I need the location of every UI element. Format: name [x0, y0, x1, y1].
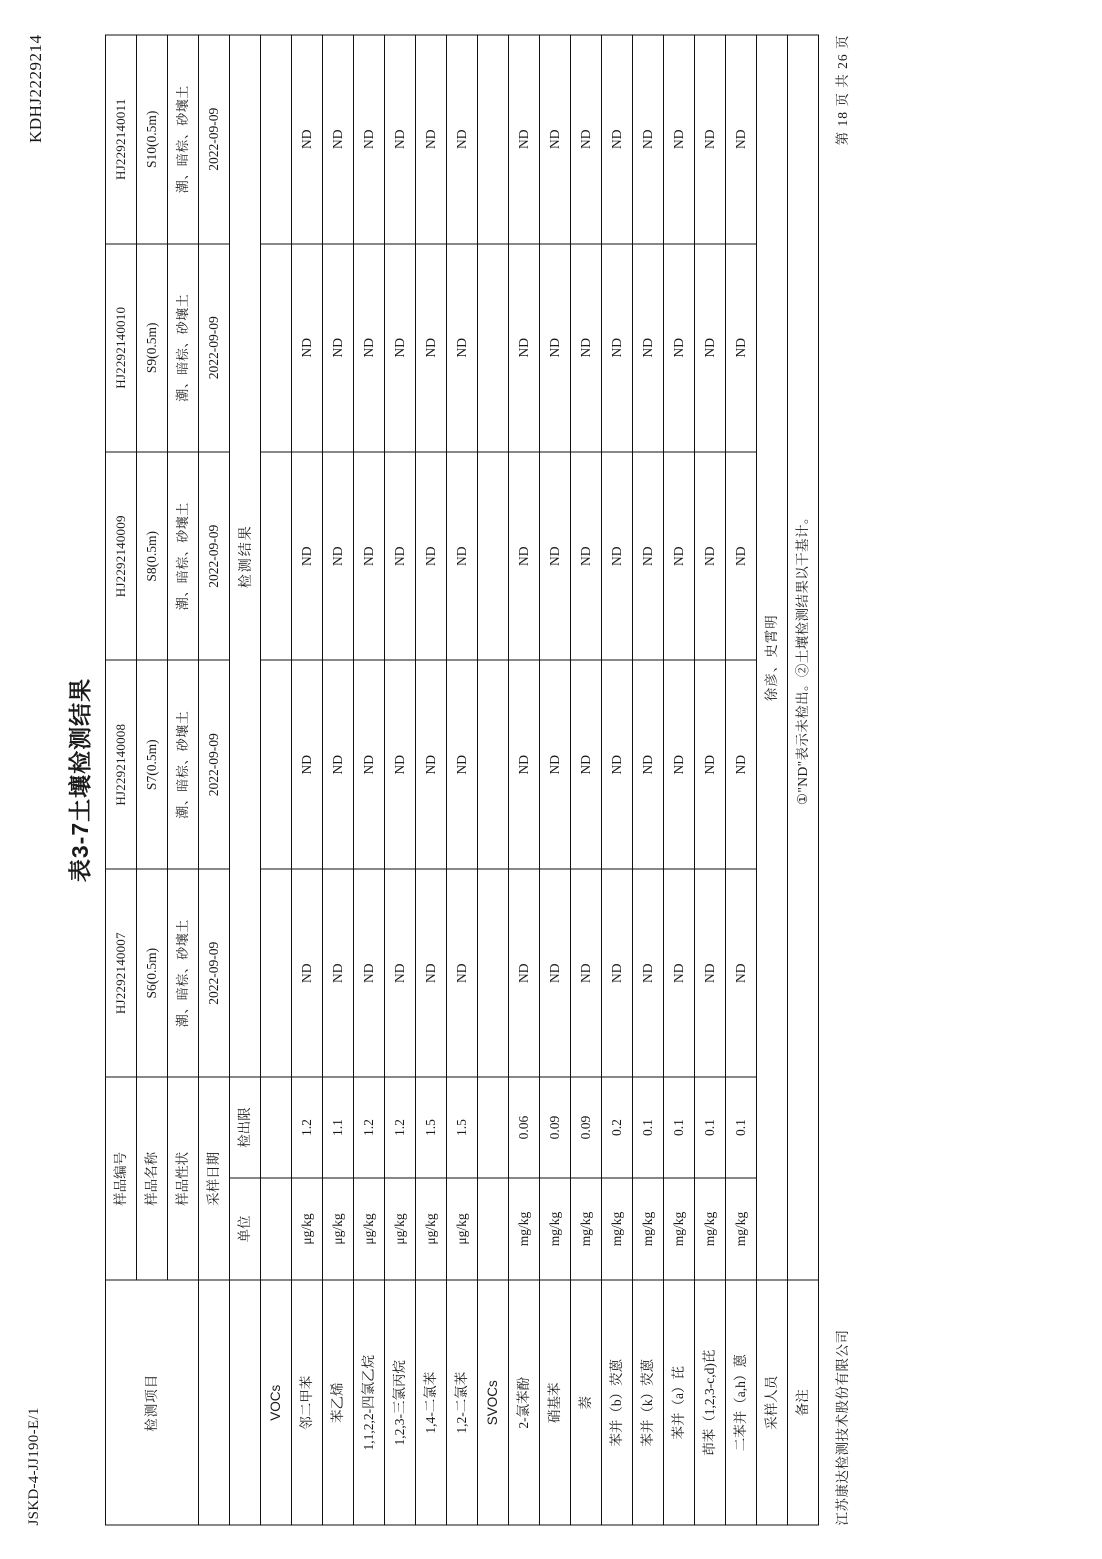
result-value: ND	[292, 35, 323, 244]
remark-label: 备注	[788, 1280, 819, 1525]
result-value: ND	[695, 452, 726, 660]
item-unit: mg/kg	[726, 1177, 757, 1280]
result-value: ND	[323, 868, 354, 1076]
header-sample-no-label: 样品编号	[106, 1077, 137, 1280]
item-name: 2-氯苯酚	[509, 1280, 540, 1525]
item-detection-limit: 0.09	[540, 1077, 571, 1177]
header-result-band: 检测结果	[230, 35, 261, 1077]
result-value: ND	[385, 868, 416, 1076]
footer-pageno: 第 18 页 共 26 页	[835, 34, 850, 145]
result-value: ND	[633, 452, 664, 660]
result-value: ND	[323, 243, 354, 451]
result-value: ND	[509, 452, 540, 660]
item-unit: mg/kg	[602, 1177, 633, 1280]
item-detection-limit: 0.1	[695, 1077, 726, 1177]
result-value: ND	[292, 243, 323, 451]
result-value: ND	[602, 35, 633, 244]
sample-trait: 潮、暗棕、砂壤土	[168, 35, 199, 244]
table-row	[664, 35, 695, 1525]
table-row	[540, 35, 571, 1525]
soil-results-table	[105, 34, 819, 1525]
result-value: ND	[354, 868, 385, 1076]
group-label: SVOCs	[478, 1280, 509, 1525]
item-name: 茚苯（1,2,3-c,d)芘	[695, 1280, 726, 1525]
result-value: ND	[633, 243, 664, 451]
group-row-svocs	[478, 35, 509, 1525]
result-value: ND	[540, 243, 571, 451]
result-value: ND	[385, 660, 416, 868]
group-val-blank	[261, 660, 292, 868]
item-name: 1,2,3-三氯丙烷	[385, 1280, 416, 1525]
result-value: ND	[509, 660, 540, 868]
result-value: ND	[385, 243, 416, 451]
result-value: ND	[447, 452, 478, 660]
item-unit: μg/kg	[447, 1177, 478, 1280]
result-value: ND	[509, 868, 540, 1076]
item-name: 苯并（a）芘	[664, 1280, 695, 1525]
item-unit: mg/kg	[509, 1177, 540, 1280]
result-value: ND	[323, 660, 354, 868]
sample-name: S10(0.5m)	[137, 35, 168, 244]
table-row	[633, 35, 664, 1525]
table-row	[354, 35, 385, 1525]
table-header-sample-date	[199, 35, 230, 1525]
item-name: 二苯并（a,h）蒽	[726, 1280, 757, 1525]
result-value: ND	[416, 243, 447, 451]
item-detection-limit: 1.2	[354, 1077, 385, 1177]
result-value: ND	[571, 243, 602, 451]
result-value: ND	[571, 660, 602, 868]
item-detection-limit: 0.09	[571, 1077, 602, 1177]
group-dl-blank	[478, 1077, 509, 1177]
result-value: ND	[633, 660, 664, 868]
result-value: ND	[416, 452, 447, 660]
item-unit: μg/kg	[323, 1177, 354, 1280]
result-value: ND	[633, 35, 664, 244]
result-value: ND	[447, 868, 478, 1076]
sample-date: 2022-09-09	[199, 868, 230, 1076]
result-value: ND	[354, 35, 385, 244]
sample-id: HJ2292140007	[106, 868, 137, 1076]
result-value: ND	[602, 660, 633, 868]
table-row	[571, 35, 602, 1525]
result-value: ND	[292, 660, 323, 868]
result-value: ND	[354, 452, 385, 660]
result-value: ND	[540, 660, 571, 868]
result-value: ND	[292, 868, 323, 1076]
result-value: ND	[385, 35, 416, 244]
item-unit: μg/kg	[292, 1177, 323, 1280]
header-sample-date-label: 采样日期	[199, 1077, 230, 1280]
table-row	[695, 35, 726, 1525]
group-val-blank	[261, 35, 292, 244]
result-value: ND	[323, 35, 354, 244]
item-detection-limit: 1.5	[447, 1077, 478, 1177]
result-value: ND	[323, 452, 354, 660]
sample-date: 2022-09-09	[199, 660, 230, 868]
table-row	[726, 35, 757, 1525]
header-blank-item	[199, 1280, 230, 1525]
item-unit: mg/kg	[695, 1177, 726, 1280]
result-value: ND	[416, 868, 447, 1076]
group-val-blank	[261, 452, 292, 660]
item-name: 萘	[571, 1280, 602, 1525]
group-val-blank	[478, 868, 509, 1076]
remark-value: ①"ND"表示未检出。②土壤检测结果以干基计。	[788, 35, 819, 1280]
table-row	[416, 35, 447, 1525]
header-item-col: 检测项目	[106, 1280, 199, 1525]
item-name: 1,1,2,2-四氯乙烷	[354, 1280, 385, 1525]
header-sample-name-label: 样品名称	[137, 1077, 168, 1280]
table-row	[447, 35, 478, 1525]
result-value: ND	[726, 452, 757, 660]
result-value: ND	[571, 868, 602, 1076]
sample-name: S7(0.5m)	[137, 660, 168, 868]
sample-trait: 潮、暗棕、砂壤土	[168, 243, 199, 451]
group-unit-blank	[478, 1177, 509, 1280]
result-value: ND	[571, 452, 602, 660]
sample-name: S8(0.5m)	[137, 452, 168, 660]
result-value: ND	[571, 35, 602, 244]
page-footer	[831, 34, 851, 1525]
form-code: JSKD-4-JJ190-E/1	[26, 1406, 42, 1525]
result-value: ND	[447, 660, 478, 868]
sample-trait: 潮、暗棕、砂壤土	[168, 660, 199, 868]
item-unit: mg/kg	[664, 1177, 695, 1280]
page-title: 表3-7土壤检测结果	[67, 677, 93, 882]
sample-trait: 潮、暗棕、砂壤土	[168, 452, 199, 660]
page-top-row	[26, 34, 46, 1525]
table-header-unit-dl	[230, 35, 261, 1525]
group-dl-blank	[261, 1077, 292, 1177]
sample-date: 2022-09-09	[199, 35, 230, 244]
item-name: 苯并（b）荧蒽	[602, 1280, 633, 1525]
sample-id: HJ2292140009	[106, 452, 137, 660]
item-detection-limit: 0.1	[633, 1077, 664, 1177]
sample-id: HJ2292140011	[106, 35, 137, 244]
result-value: ND	[664, 35, 695, 244]
table-row	[323, 35, 354, 1525]
result-value: ND	[385, 452, 416, 660]
item-unit: μg/kg	[416, 1177, 447, 1280]
item-detection-limit: 1.1	[323, 1077, 354, 1177]
group-unit-blank	[261, 1177, 292, 1280]
item-name: 1,4-二氯苯	[416, 1280, 447, 1525]
item-detection-limit: 1.2	[385, 1077, 416, 1177]
result-value: ND	[447, 243, 478, 451]
item-detection-limit: 1.2	[292, 1077, 323, 1177]
result-value: ND	[695, 868, 726, 1076]
header-blank-item-2	[230, 1280, 261, 1525]
result-value: ND	[292, 452, 323, 660]
result-value: ND	[447, 35, 478, 244]
result-value: ND	[540, 452, 571, 660]
item-unit: μg/kg	[385, 1177, 416, 1280]
sample-date: 2022-09-09	[199, 243, 230, 451]
sample-trait: 潮、暗棕、砂壤土	[168, 868, 199, 1076]
result-value: ND	[602, 452, 633, 660]
result-value: ND	[416, 35, 447, 244]
result-value: ND	[633, 868, 664, 1076]
report-number: KDHJ2229214	[26, 34, 45, 143]
item-unit: μg/kg	[354, 1177, 385, 1280]
result-value: ND	[602, 243, 633, 451]
result-value: ND	[726, 35, 757, 244]
item-unit: mg/kg	[571, 1177, 602, 1280]
item-name: 邻二甲苯	[292, 1280, 323, 1525]
group-val-blank	[478, 35, 509, 244]
item-detection-limit: 0.06	[509, 1077, 540, 1177]
table-row	[509, 35, 540, 1525]
result-value: ND	[664, 868, 695, 1076]
sampling-staff-label: 采样人员	[757, 1280, 788, 1525]
group-row-vocs	[261, 35, 292, 1525]
header-unit-label: 单位	[230, 1177, 261, 1280]
item-name: 硝基苯	[540, 1280, 571, 1525]
result-value: ND	[540, 35, 571, 244]
result-value: ND	[509, 243, 540, 451]
footer-company: 江苏康达检测技术股份有限公司	[835, 1329, 850, 1525]
item-name: 苯并（k）荧蒽	[633, 1280, 664, 1525]
result-value: ND	[726, 243, 757, 451]
item-detection-limit: 0.1	[664, 1077, 695, 1177]
result-value: ND	[695, 35, 726, 244]
result-value: ND	[602, 868, 633, 1076]
result-value: ND	[509, 35, 540, 244]
item-unit: mg/kg	[633, 1177, 664, 1280]
sample-date: 2022-09-09	[199, 452, 230, 660]
sampling-staff-value: 徐彦、史霄明	[757, 35, 788, 1280]
item-detection-limit: 1.5	[416, 1077, 447, 1177]
result-value: ND	[664, 660, 695, 868]
result-value: ND	[726, 868, 757, 1076]
sample-name: S9(0.5m)	[137, 243, 168, 451]
group-val-blank	[261, 868, 292, 1076]
result-value: ND	[354, 243, 385, 451]
table-row	[385, 35, 416, 1525]
result-value: ND	[416, 660, 447, 868]
remark-row	[788, 35, 819, 1525]
group-val-blank	[478, 660, 509, 868]
table-row	[292, 35, 323, 1525]
sample-id: HJ2292140008	[106, 660, 137, 868]
sample-id: HJ2292140010	[106, 243, 137, 451]
result-value: ND	[664, 452, 695, 660]
result-value: ND	[695, 243, 726, 451]
sample-name: S6(0.5m)	[137, 868, 168, 1076]
header-dl-label: 检出限	[230, 1077, 261, 1177]
result-value: ND	[695, 660, 726, 868]
item-name: 苯乙烯	[323, 1280, 354, 1525]
table-header-sample-no	[106, 35, 137, 1525]
item-detection-limit: 0.2	[602, 1077, 633, 1177]
group-label: VOCs	[261, 1280, 292, 1525]
group-val-blank	[261, 243, 292, 451]
sampling-staff-row	[757, 35, 788, 1525]
table-row	[602, 35, 633, 1525]
result-value: ND	[540, 868, 571, 1076]
result-value: ND	[726, 660, 757, 868]
result-value: ND	[664, 243, 695, 451]
item-name: 1,2-二氯苯	[447, 1280, 478, 1525]
item-unit: mg/kg	[540, 1177, 571, 1280]
group-val-blank	[478, 243, 509, 451]
result-value: ND	[354, 660, 385, 868]
header-sample-trait-label: 样品性状	[168, 1077, 199, 1280]
group-val-blank	[478, 452, 509, 660]
item-detection-limit: 0.1	[726, 1077, 757, 1177]
